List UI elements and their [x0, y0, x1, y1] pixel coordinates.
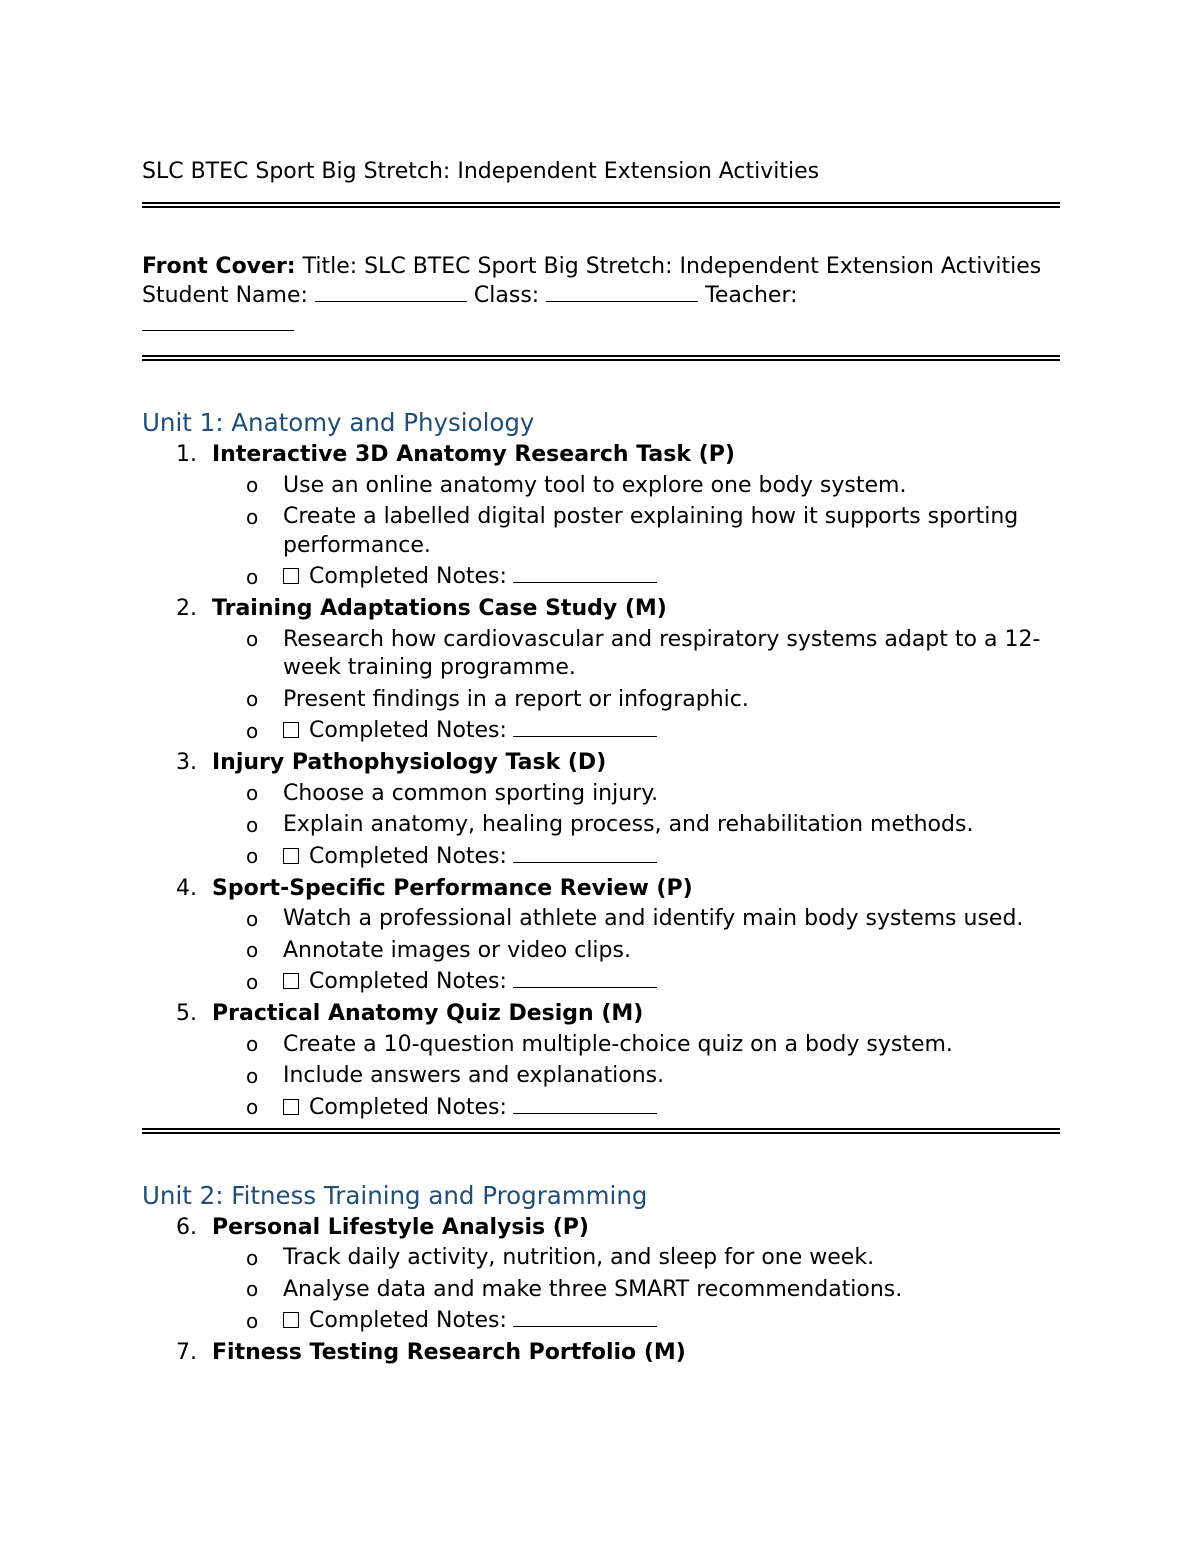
completed-checkbox[interactable]	[283, 568, 299, 584]
task-bullet	[142, 904, 1060, 936]
front-cover-paragraph	[142, 252, 1060, 339]
notes-blank-line	[513, 718, 657, 737]
front-cover-text: Title: SLC BTEC Sport Big Stretch: Independent Extension Activities Student Name:	[142, 254, 1042, 308]
double-rule	[142, 1128, 1060, 1134]
completed-notes-label: Completed Notes:	[309, 969, 507, 994]
completed-notes-row	[142, 1306, 1060, 1338]
completed-notes-label: Completed Notes:	[309, 1308, 507, 1333]
bullet-marker: o	[246, 687, 259, 711]
task-bullet	[142, 1061, 1060, 1093]
unit-heading: Unit 2: Fitness Training and Programming	[142, 1180, 648, 1210]
bullet-marker: o	[246, 1095, 259, 1119]
bullet-marker: o	[246, 969, 259, 994]
bullet-marker: o	[246, 1245, 259, 1270]
task-title	[142, 747, 1060, 778]
task-number: 5.	[176, 1001, 197, 1026]
task-bullet	[142, 502, 1060, 562]
completed-checkbox[interactable]	[283, 848, 299, 864]
bullet-marker: o	[246, 504, 259, 529]
task-number: 6.	[176, 1214, 197, 1240]
task-bullet	[142, 470, 1060, 502]
completed-notes-row	[142, 967, 1060, 999]
bullet-marker: o	[246, 627, 259, 651]
completed-notes-label: Completed Notes:	[309, 843, 507, 869]
bullet-text: Choose a common sporting injury.	[283, 780, 659, 806]
class-blank	[546, 283, 698, 302]
task-bullet	[142, 624, 1060, 684]
bullet-text: Present findings in a report or infographic.	[283, 686, 749, 712]
task-title-text: Personal Lifestyle Analysis (P)	[212, 1214, 589, 1240]
task-title	[142, 1212, 1060, 1243]
bullet-text: Create a labelled digital poster explaining how it supports sporting performance.	[283, 504, 1019, 558]
unit-heading: Unit 1: Anatomy and Physiology	[142, 408, 535, 437]
task-bullet	[142, 810, 1060, 842]
task-bullet	[142, 1029, 1060, 1061]
completed-checkbox[interactable]	[283, 973, 299, 989]
completed-checkbox[interactable]	[283, 1099, 299, 1115]
document-page	[142, 156, 1060, 1368]
task-bullet	[142, 1274, 1060, 1306]
front-cover-label: Front Cover:	[142, 254, 296, 279]
completed-checkbox[interactable]	[283, 722, 299, 738]
task-title-text: Interactive 3D Anatomy Research Task (P)	[212, 442, 735, 467]
notes-blank-line	[513, 564, 657, 583]
class-label: Class:	[466, 283, 547, 308]
task-title-text: Practical Anatomy Quiz Design (M)	[212, 1001, 644, 1026]
notes-blank-line	[513, 844, 657, 863]
bullet-text: Analyse data and make three SMART recommendations.	[283, 1276, 903, 1302]
bullet-marker: o	[246, 564, 259, 589]
document-title: SLC BTEC Sport Big Stretch: Independent Extension Activities	[142, 159, 820, 184]
teacher-blank	[142, 312, 294, 331]
completed-checkbox[interactable]	[283, 1312, 299, 1328]
bullet-text: Create a 10-question multiple-choice quiz on a body system.	[283, 1031, 953, 1057]
task-title-text: Injury Pathophysiology Task (D)	[212, 750, 607, 775]
bullet-text: Research how cardiovascular and respiratory systems adapt to a 12-week training programme.	[283, 626, 1041, 680]
task-bullet	[142, 778, 1060, 810]
task-title	[142, 998, 1060, 1029]
task-bullet	[142, 935, 1060, 967]
task-title	[142, 873, 1060, 904]
bullet-marker: o	[246, 844, 259, 868]
bullet-marker: o	[246, 473, 259, 497]
bullet-text: Include answers and explanations.	[283, 1063, 665, 1088]
bullet-marker: o	[246, 1277, 259, 1301]
bullet-marker: o	[246, 938, 259, 962]
task-bullet	[142, 1243, 1060, 1275]
completed-notes-label: Completed Notes:	[309, 564, 507, 589]
bullet-marker: o	[246, 1063, 259, 1088]
task-title-text: Sport-Specific Performance Review (P)	[212, 875, 693, 901]
bullet-marker: o	[246, 1308, 259, 1333]
teacher-label: Teacher:	[698, 283, 798, 308]
task-title-text: Training Adaptations Case Study (M)	[212, 596, 667, 621]
completed-notes-row	[142, 716, 1060, 748]
task-bullet	[142, 684, 1060, 716]
bullet-text: Explain anatomy, healing process, and rehabilitation methods.	[283, 812, 974, 837]
double-rule	[142, 202, 1060, 208]
completed-notes-label: Completed Notes:	[309, 1094, 507, 1120]
task-title	[142, 1337, 1060, 1368]
task-title-text: Fitness Testing Research Portfolio (M)	[212, 1340, 686, 1365]
notes-blank-line	[513, 1095, 657, 1114]
bullet-marker: o	[246, 812, 259, 837]
units-container	[142, 407, 1060, 1368]
bullet-marker: o	[246, 718, 259, 743]
bullet-marker: o	[246, 781, 259, 805]
bullet-text: Watch a professional athlete and identify main body systems used.	[283, 906, 1024, 931]
completed-notes-label: Completed Notes:	[309, 718, 507, 743]
task-number: 1.	[176, 442, 197, 467]
task-number: 7.	[176, 1340, 197, 1365]
completed-notes-row	[142, 841, 1060, 873]
bullet-marker: o	[246, 906, 259, 931]
task-number: 3.	[176, 750, 197, 775]
bullet-text: Use an online anatomy tool to explore one body system.	[283, 472, 907, 498]
bullet-marker: o	[246, 1032, 259, 1056]
completed-notes-row	[142, 562, 1060, 594]
student-name-blank	[315, 283, 467, 302]
notes-blank-line	[513, 969, 657, 988]
task-number: 4.	[176, 875, 197, 901]
task-title	[142, 439, 1060, 470]
bullet-text: Track daily activity, nutrition, and sleep for one week.	[283, 1245, 875, 1270]
bullet-text: Annotate images or video clips.	[283, 937, 631, 963]
task-title	[142, 593, 1060, 624]
double-rule	[142, 355, 1060, 361]
task-number: 2.	[176, 596, 197, 621]
completed-notes-row	[142, 1092, 1060, 1124]
notes-blank-line	[513, 1308, 657, 1327]
